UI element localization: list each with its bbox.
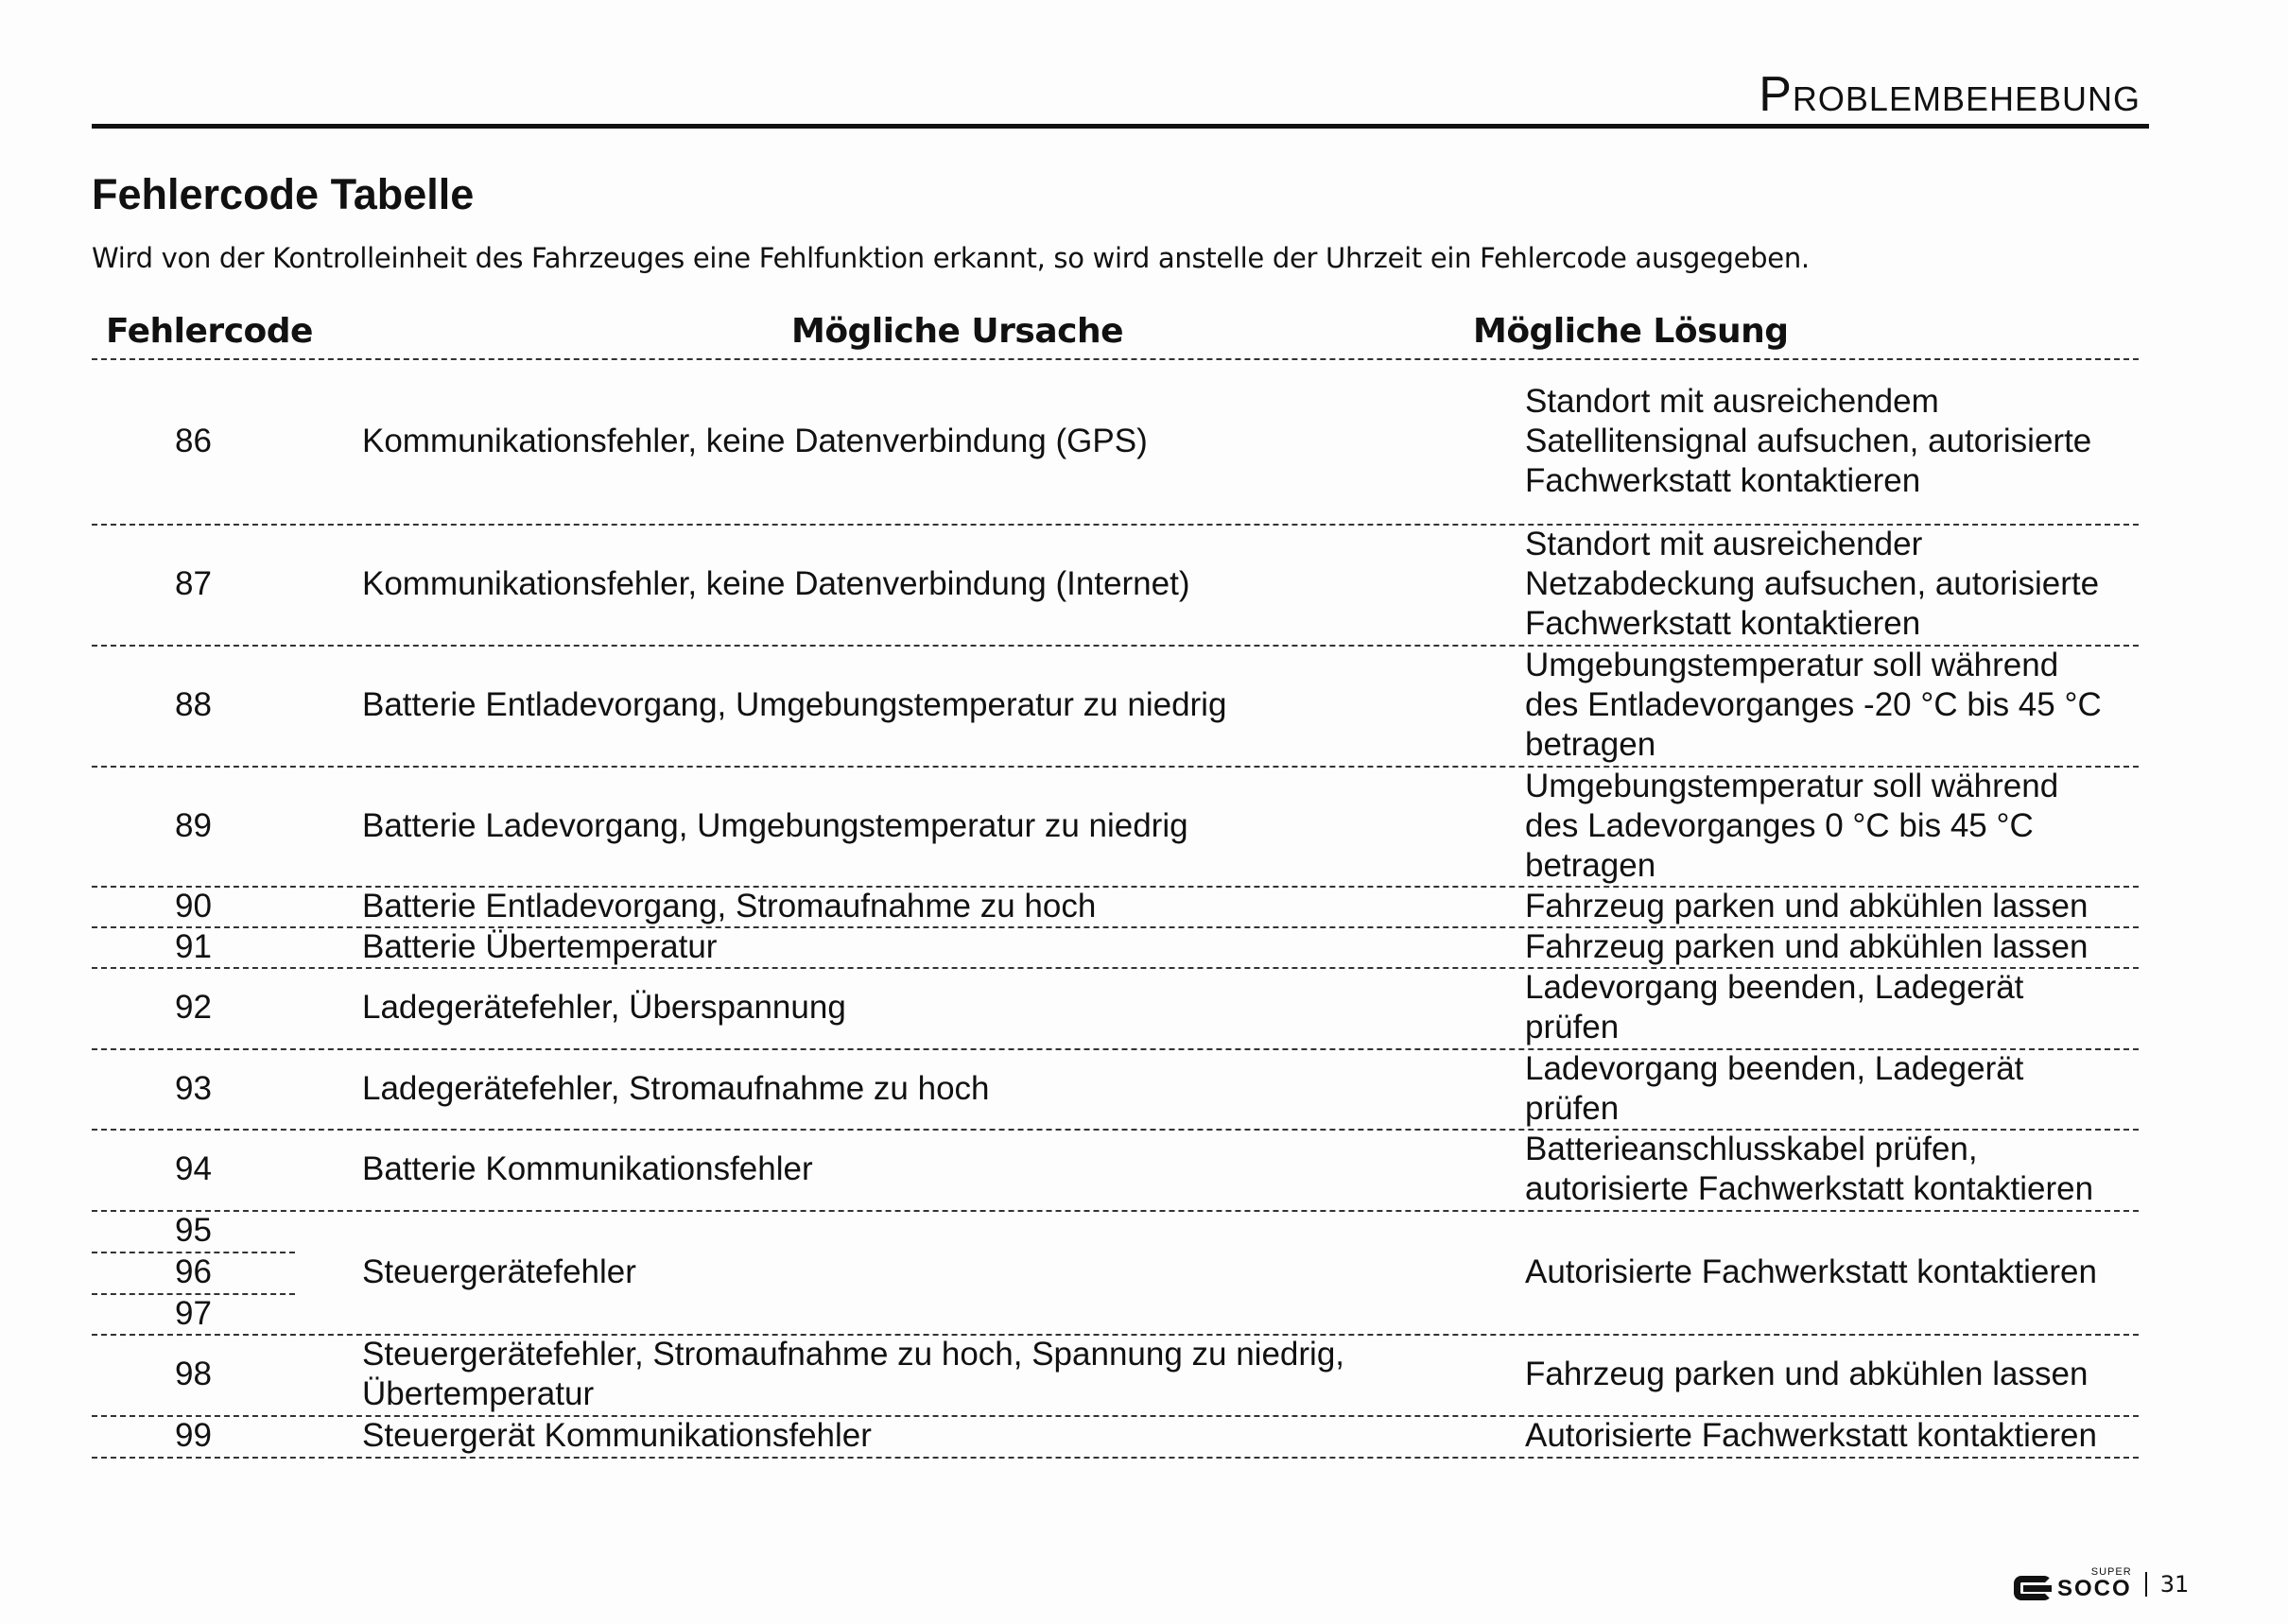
solution-cell-line: Fachwerkstatt kontaktieren: [1525, 605, 1921, 642]
solution-cell: [1525, 766, 2149, 886]
cause-cell-line: Ladegerätefehler, Stromaufnahme zu hoch: [362, 1069, 990, 1107]
code-divider: [92, 1252, 295, 1253]
error-code: 90: [175, 887, 212, 924]
solution-cell-line: Umgebungstemperatur soll während: [1525, 647, 2059, 683]
solution-cell: [1525, 886, 2149, 926]
error-code: 93: [175, 1069, 212, 1107]
solution-cell: [1525, 358, 2149, 524]
solution-cell-line: betragen: [1525, 846, 1656, 884]
row-divider: [92, 1457, 2139, 1459]
page-title: Fehlercode Tabelle: [92, 170, 475, 218]
solution-cell-line: Fahrzeug parken und abkühlen lassen: [1525, 887, 2089, 924]
error-code: 92: [175, 989, 212, 1026]
error-code: 91: [175, 927, 212, 965]
solution-cell-line: des Entladevorganges -20 °C bis 45 °C: [1525, 686, 2102, 723]
intro-text: Wird von der Kontrolleinheit des Fahrzeuges eine Fehlfunktion erkannt, so wird anstelle der Uhrzeit ein Fehlercode ausgegeben.: [92, 242, 1810, 274]
solution-cell: [1525, 1048, 2149, 1129]
cause-cell: [362, 1210, 1459, 1334]
solution-cell-line: Ladevorgang beenden, Ladegerät: [1525, 1049, 2024, 1087]
section-header: Problembehebung: [1759, 67, 2141, 122]
error-code: 97: [175, 1294, 212, 1332]
cause-cell-line: Steuergerätefehler, Stromaufnahme zu hoch, Spannung zu niedrig,: [362, 1336, 1345, 1373]
error-code: 96: [175, 1253, 212, 1290]
solution-cell-line: Satellitensignal aufsuchen, autorisierte: [1525, 422, 2092, 459]
cause-cell: [362, 967, 1459, 1048]
solution-cell: [1525, 524, 2149, 645]
solution-cell-line: prüfen: [1525, 1009, 1620, 1045]
cause-cell: [362, 358, 1459, 524]
error-code: 95: [175, 1212, 212, 1249]
page-footer: [2014, 1567, 2189, 1600]
brand-small-text: SUPER: [2090, 1566, 2132, 1578]
cause-cell: [362, 1334, 1459, 1415]
cause-cell-line: Übertemperatur: [362, 1375, 595, 1412]
solution-cell-line: Autorisierte Fachwerkstatt kontaktieren: [1525, 1253, 2097, 1290]
cause-cell: [362, 1048, 1459, 1129]
solution-cell-line: Batterieanschlusskabel prüfen,: [1525, 1131, 1978, 1167]
header-rule: [92, 124, 2149, 129]
solution-cell-line: Netzabdeckung aufsuchen, autorisierte: [1525, 565, 2100, 602]
brand-name: [2057, 1567, 2132, 1600]
brand-big-text: SOCO: [2057, 1576, 2132, 1601]
cause-cell-line: Batterie Entladevorgang, Umgebungstemperatur zu niedrig: [362, 686, 1227, 723]
column-header-code: Fehlercode: [106, 312, 313, 351]
solution-cell-line: Fahrzeug parken und abkühlen lassen: [1525, 927, 2089, 965]
cause-cell-line: Kommunikationsfehler, keine Datenverbindung (Internet): [362, 565, 1190, 602]
cause-cell-line: Batterie Entladevorgang, Stromaufnahme zu hoch: [362, 887, 1097, 924]
solution-cell-line: des Ladevorganges 0 °C bis 45 °C: [1525, 806, 2034, 844]
solution-cell: [1525, 1334, 2149, 1415]
super-soco-logo-icon: [2014, 1576, 2052, 1600]
solution-cell-line: autorisierte Fachwerkstatt kontaktieren: [1525, 1170, 2094, 1207]
solution-cell-line: Fachwerkstatt kontaktieren: [1525, 461, 1921, 499]
cause-cell-line: Kommunikationsfehler, keine Datenverbindung (GPS): [362, 422, 1148, 459]
column-header-cause: Mögliche Ursache: [791, 312, 1124, 351]
cause-cell-line: Ladegerätefehler, Überspannung: [362, 989, 846, 1026]
footer-separator: [2145, 1572, 2147, 1597]
solution-cell-line: Umgebungstemperatur soll während: [1525, 767, 2059, 804]
error-code: 88: [175, 686, 212, 723]
column-header-solution: Mögliche Lösung: [1473, 312, 1789, 351]
cause-cell: [362, 886, 1459, 926]
solution-cell-line: Ladevorgang beenden, Ladegerät: [1525, 969, 2024, 1006]
cause-cell: [362, 766, 1459, 886]
cause-cell-line: Steuergerätefehler: [362, 1253, 636, 1290]
solution-cell-line: Fahrzeug parken und abkühlen lassen: [1525, 1356, 2089, 1392]
error-code: 89: [175, 806, 212, 844]
brand-logo: [2014, 1567, 2132, 1600]
solution-cell: [1525, 1415, 2149, 1457]
code-divider: [92, 1293, 295, 1295]
error-code: 94: [175, 1150, 212, 1187]
cause-cell: [362, 1129, 1459, 1210]
cause-cell-line: Batterie Ladevorgang, Umgebungstemperatur zu niedrig: [362, 806, 1188, 844]
solution-cell-line: Standort mit ausreichendem: [1525, 382, 1939, 420]
error-code: 99: [175, 1417, 212, 1454]
error-code: 86: [175, 422, 212, 459]
solution-cell-line: prüfen: [1525, 1089, 1620, 1127]
error-code: 98: [175, 1356, 212, 1392]
solution-cell: [1525, 1210, 2149, 1334]
cause-cell: [362, 926, 1459, 967]
page-number: 31: [2159, 1570, 2190, 1598]
cause-cell-line: Batterie Kommunikationsfehler: [362, 1150, 813, 1187]
error-code: 87: [175, 565, 212, 602]
solution-cell-line: Autorisierte Fachwerkstatt kontaktieren: [1525, 1417, 2097, 1454]
cause-cell: [362, 1415, 1459, 1457]
cause-cell-line: Batterie Übertemperatur: [362, 927, 718, 965]
solution-cell: [1525, 1129, 2149, 1210]
cause-cell: [362, 524, 1459, 645]
cause-cell: [362, 645, 1459, 766]
solution-cell: [1525, 645, 2149, 766]
solution-cell-line: Standort mit ausreichender: [1525, 526, 1923, 562]
solution-cell-line: betragen: [1525, 726, 1656, 763]
solution-cell: [1525, 926, 2149, 967]
solution-cell: [1525, 967, 2149, 1048]
cause-cell-line: Steuergerät Kommunikationsfehler: [362, 1417, 872, 1454]
